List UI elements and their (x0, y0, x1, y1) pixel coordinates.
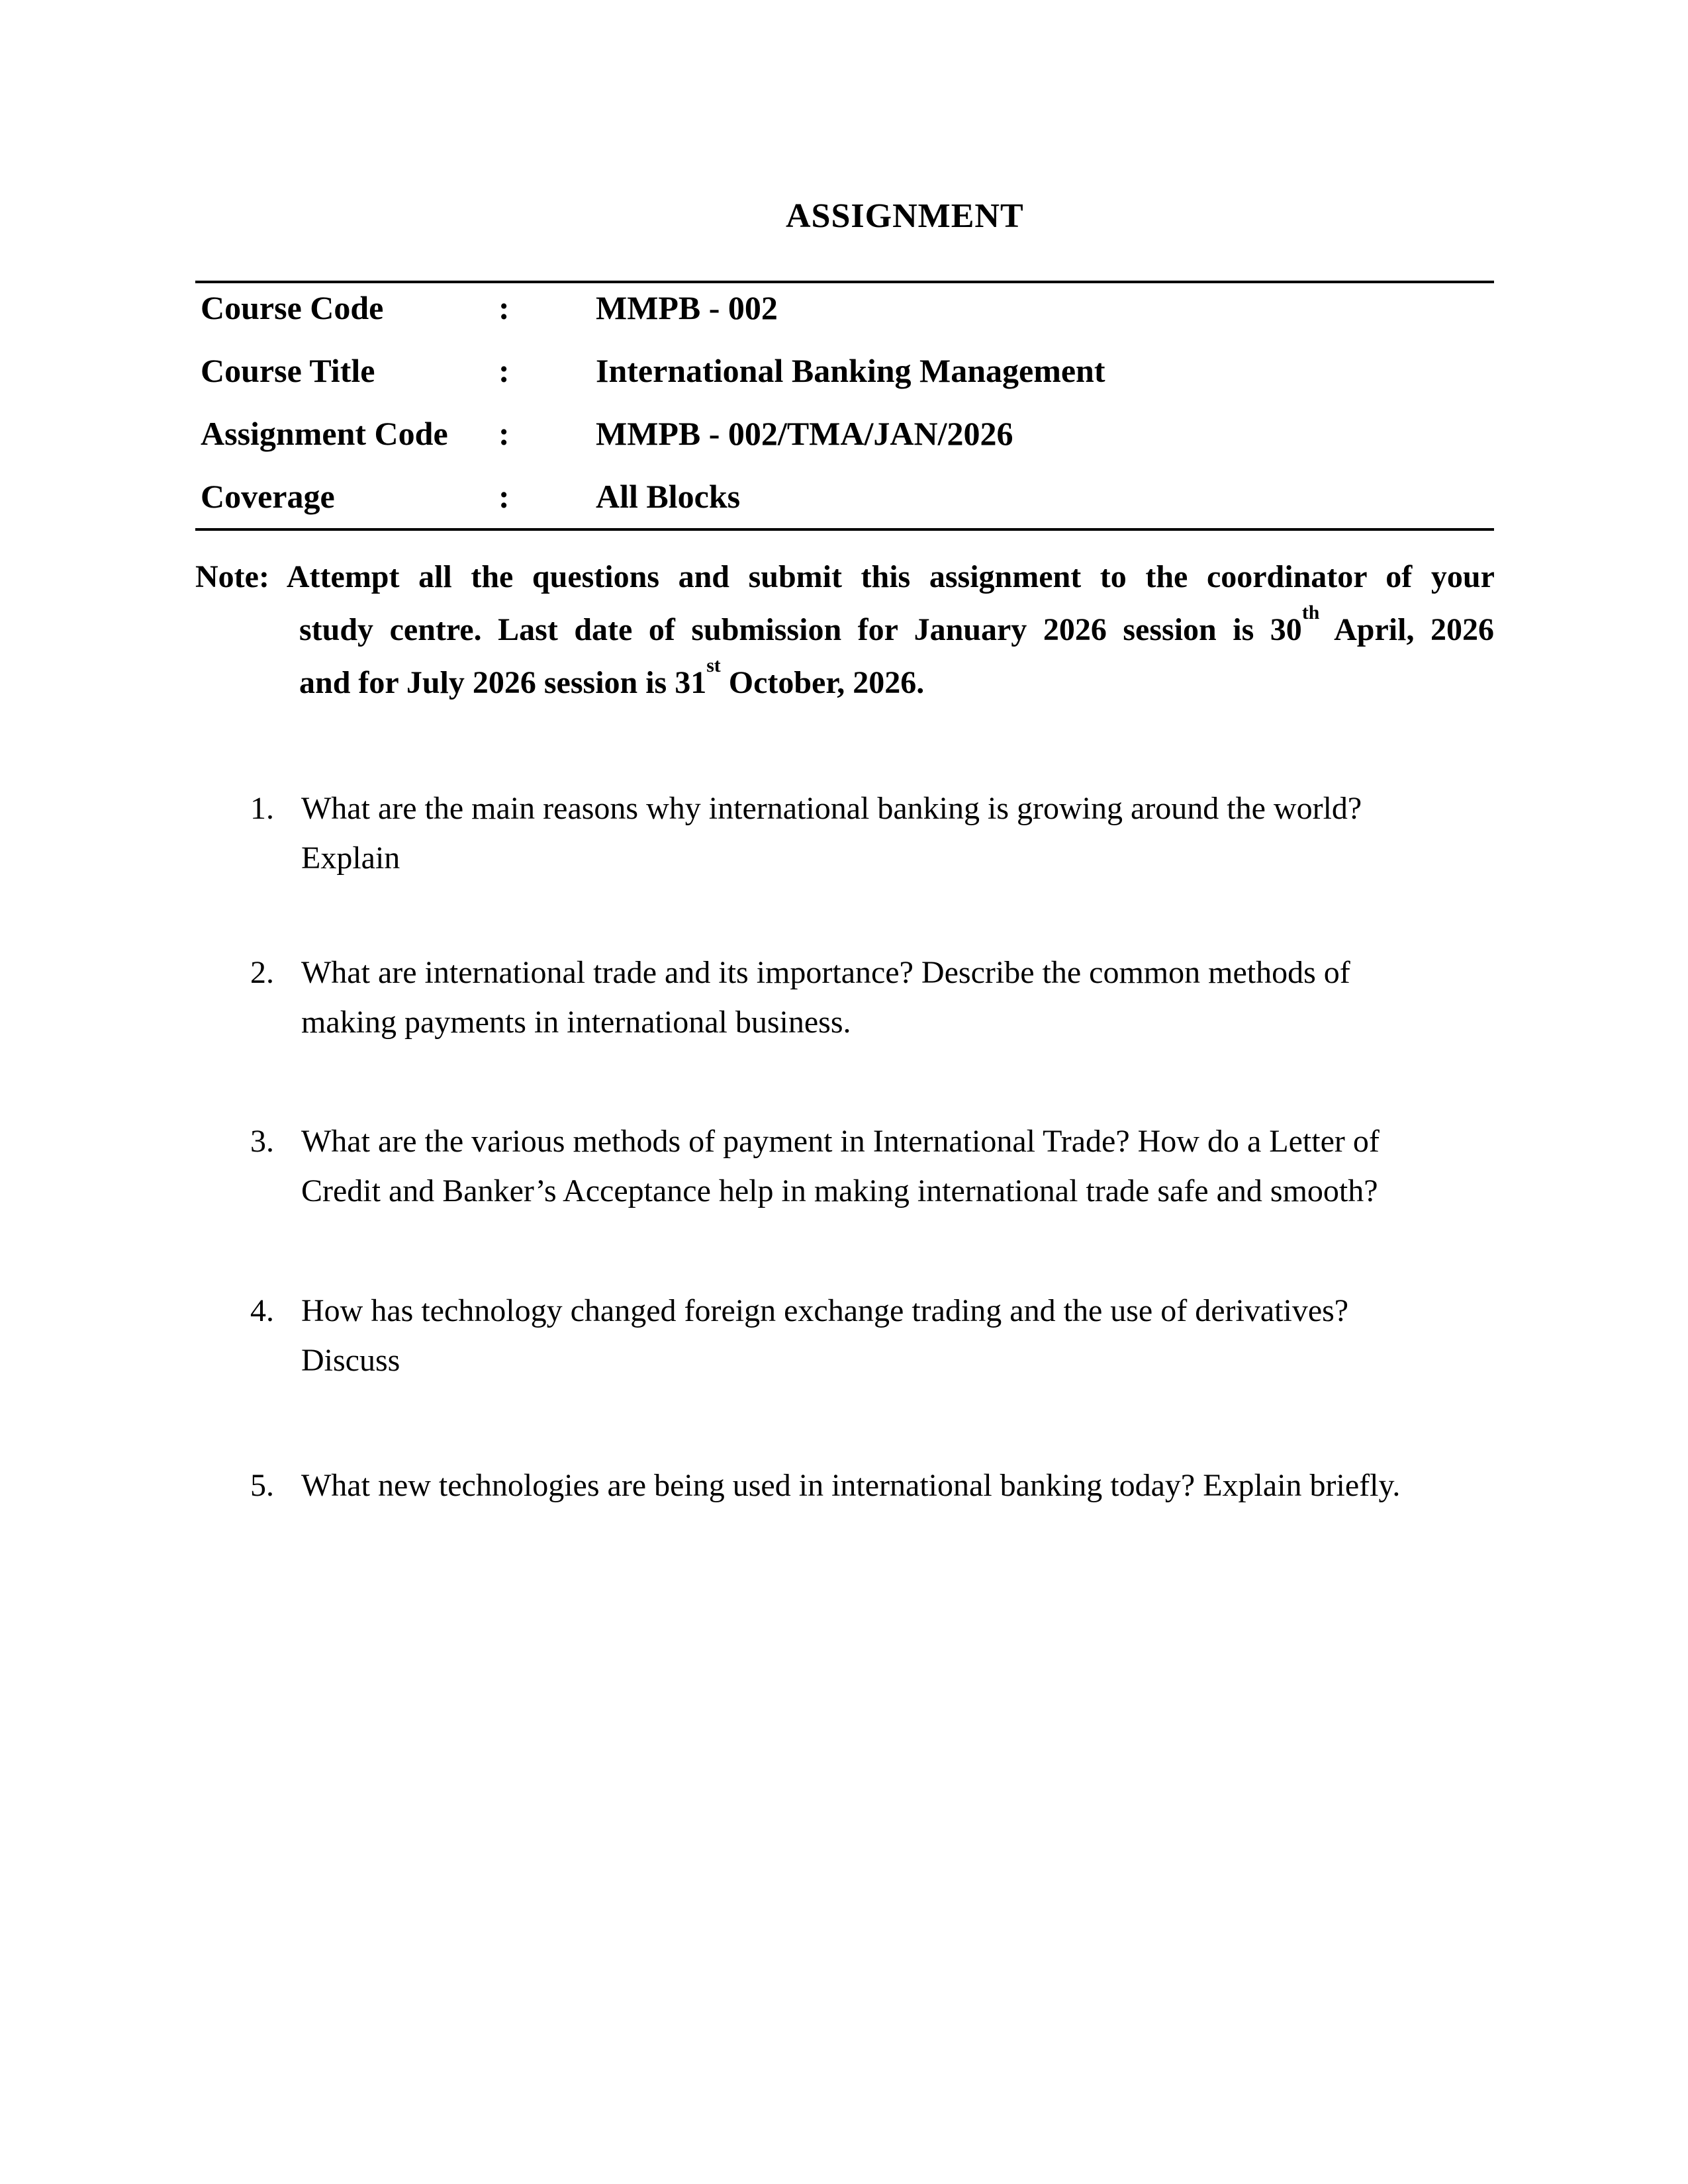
question-item-1 (195, 784, 1494, 883)
course-info-table (195, 281, 1494, 531)
info-value: International Banking Management (596, 352, 1105, 389)
note-text: and for July 2026 session is 31 (299, 665, 707, 700)
ordinal-superscript: th (1301, 604, 1320, 623)
info-colon: : (498, 415, 510, 452)
page-title: ASSIGNMENT (786, 197, 1024, 235)
question-number: 2. (250, 955, 274, 990)
question-item-5 (195, 1461, 1494, 1510)
note-line-3 (299, 657, 1494, 709)
course-title-row (195, 340, 1494, 402)
coverage-row (195, 465, 1494, 528)
note-paragraph (195, 551, 1494, 709)
question-line: What new technologies are being used in international banking today? Explain briefly. (301, 1468, 1401, 1503)
info-value: All Blocks (596, 478, 741, 515)
assignment-code-row (195, 402, 1494, 465)
info-colon: : (498, 289, 510, 326)
question-item-4 (195, 1286, 1494, 1385)
question-number: 1. (250, 791, 274, 826)
course-code-row (195, 277, 1494, 340)
question-line: How has technology changed foreign exchange trading and the use of derivatives? (301, 1293, 1349, 1328)
info-label: Course Code (201, 289, 384, 326)
question-number: 3. (250, 1124, 274, 1159)
info-label: Assignment Code (201, 415, 448, 452)
question-line: What are international trade and its importance? Describe the common methods of (301, 955, 1350, 990)
question-line: What are the various methods of payment in International Trade? How do a Letter of (301, 1124, 1380, 1159)
info-colon: : (498, 478, 510, 515)
info-label: Course Title (201, 352, 375, 389)
note-text: Note: Attempt all the questions and submit this assignment to the coordinator of your (195, 559, 1494, 594)
question-line: What are the main reasons why international banking is growing around the world? (301, 791, 1362, 826)
question-line: Explain (301, 841, 400, 876)
note-text: October, 2026. (720, 665, 925, 700)
info-value: MMPB - 002 (596, 289, 778, 326)
question-list (195, 784, 1494, 1510)
question-line: Discuss (301, 1343, 400, 1378)
question-number: 5. (250, 1468, 274, 1503)
question-item-3 (195, 1116, 1494, 1216)
info-label: Coverage (201, 478, 335, 515)
note-line-1 (195, 551, 1494, 604)
info-value: MMPB - 002/TMA/JAN/2026 (596, 415, 1013, 452)
ordinal-superscript: st (706, 657, 721, 676)
note-text: study centre. Last date of submission for January 2026 session is 30 (299, 612, 1302, 647)
note-text: April, 2026 (1319, 612, 1494, 647)
question-line: Credit and Banker’s Acceptance help in making international trade safe and smooth? (301, 1173, 1378, 1208)
question-number: 4. (250, 1293, 274, 1328)
question-item-2 (195, 948, 1494, 1047)
question-line: making payments in international business. (301, 1005, 851, 1040)
info-colon: : (498, 352, 510, 389)
note-line-2 (299, 604, 1494, 657)
